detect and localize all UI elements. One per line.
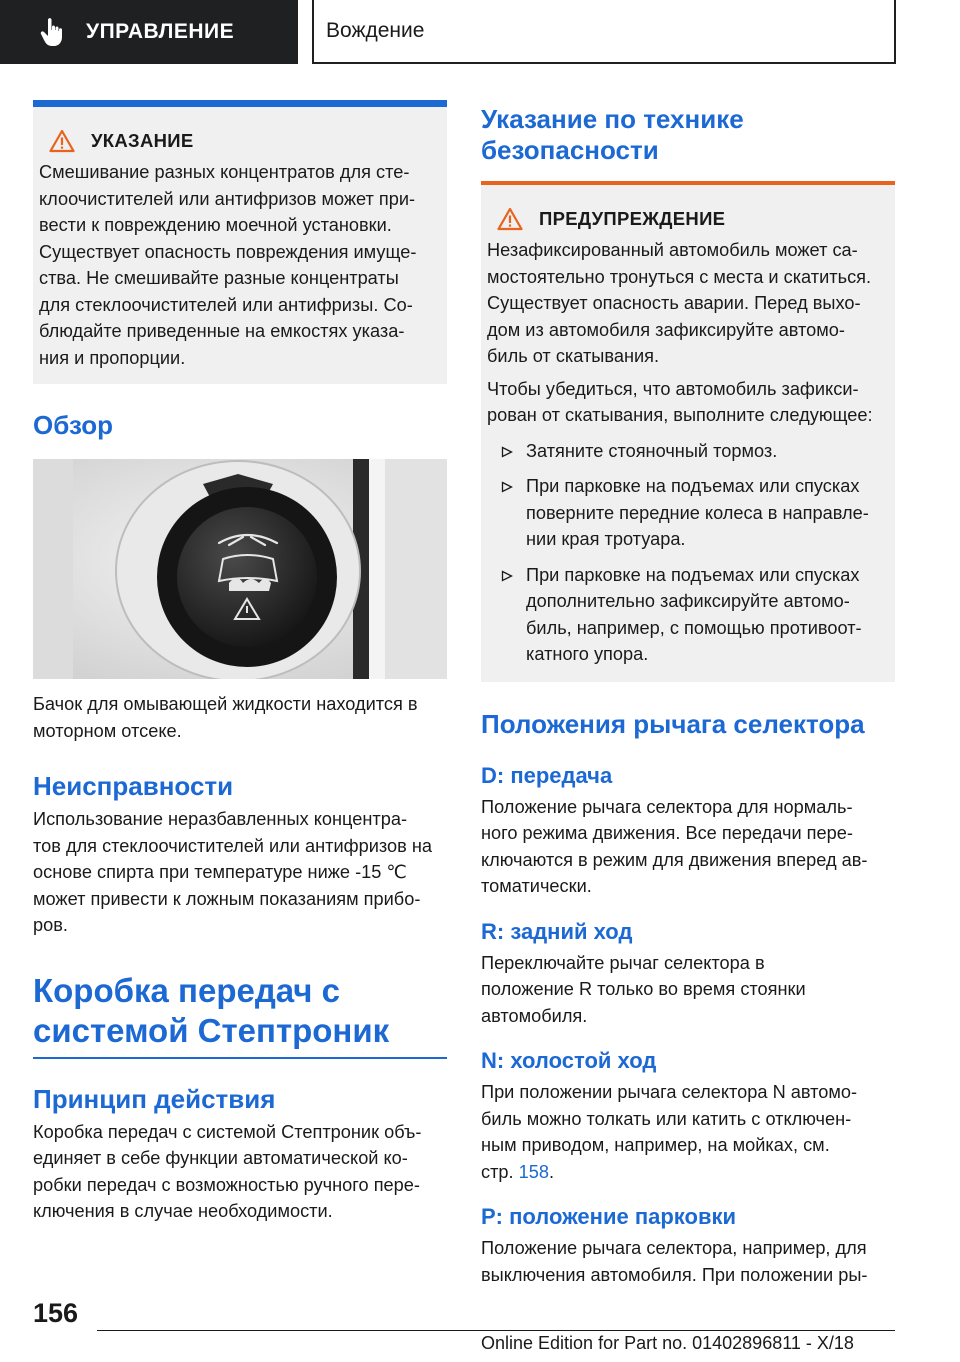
bullet-triangle-icon <box>501 570 513 582</box>
selector-heading: Положения рычага селектора <box>481 708 865 739</box>
faults-text: Использование неразбавленных концентра- тов для стеклоочистителей или антифризов на основе спирта при температуре ниже -15 ℃ может привести к ложным показаниям прибо- ров. <box>33 809 433 935</box>
photo-caption: Бачок для омывающей жидкости находится в моторном отсеке. <box>33 694 418 741</box>
steptronic-heading: Коробка передач с системой Стептроник <box>33 971 390 1049</box>
warning-triangle-icon <box>49 129 75 153</box>
list-item: При парковке на подъемах или спусках дополнительно зафиксируйте автомо- биль, например, с помощью противоот- катного упора. <box>485 562 883 668</box>
footer-edition: Online Edition for Part no. 01402896811 - X/18 <box>481 1333 854 1353</box>
overview-heading: Обзор <box>33 410 113 440</box>
notice-title: УКАЗАНИЕ <box>91 130 194 151</box>
safety-heading: Указание по технике безопасности <box>481 104 744 165</box>
right-column <box>481 100 895 1288</box>
chapter-header <box>312 0 896 64</box>
principle-heading: Принцип действия <box>33 1083 276 1114</box>
washer-reservoir-photo <box>33 459 447 679</box>
warning-intro: Чтобы убедиться, что автомобиль зафикси- рован от скатывания, выполните следующее: <box>487 378 873 425</box>
chapter-title: Вождение <box>326 19 425 42</box>
warning-triangle-icon <box>497 207 523 231</box>
d-heading: D: передача <box>481 762 613 788</box>
notice-box <box>33 100 447 384</box>
r-heading: R: задний ход <box>481 918 633 944</box>
warning-text: Незафиксированный автомобиль может са- мостоятельно тронуться с места и скатиться. Существует опасность аварии. Перед выхо- дом из автомобиля зафиксируйте автомо- биль от скатывания. <box>487 240 872 366</box>
page-number: 156 <box>33 1298 79 1328</box>
list-item: При парковке на подъемах или спусках поверните передние колеса в направле- нии края тротуара. <box>485 473 883 553</box>
page-reference-link[interactable]: 158 <box>518 1161 550 1182</box>
warning-title: ПРЕДУПРЕЖДЕНИЕ <box>539 208 726 229</box>
safety-steps <box>485 438 883 668</box>
r-text: Переключайте рычаг селектора в положение R только во время стоянки автомобиля. <box>481 952 806 1026</box>
left-column <box>33 100 447 1225</box>
warning-box <box>481 181 895 682</box>
faults-heading: Неисправности <box>33 771 234 801</box>
d-text: Положение рычага селектора для нормаль- ного режима движения. Все передачи пере- ключаются в режим для движения вперед ав- томатически. <box>481 796 868 896</box>
section-title: УПРАВЛЕНИЕ <box>86 20 235 43</box>
bullet-triangle-icon <box>501 481 513 493</box>
warning-header <box>485 207 883 231</box>
section-tab <box>0 0 298 64</box>
bullet-triangle-icon <box>501 446 513 458</box>
footer-rule <box>97 1330 895 1331</box>
hand-pointer-icon <box>36 15 70 49</box>
principle-text: Коробка передач с системой Стептроник объ- единяет в себе функции автоматической ко- робки передач с возможностью ручного пере- ключения в случае необходимости. <box>33 1121 422 1221</box>
n-text: При положении рычага селектора N автомо- биль можно толкать или катить с отключен- ным приводом, например, на мойках, см. стр. 158. <box>481 1082 858 1182</box>
list-item: Затяните стояночный тормоз. <box>485 438 883 465</box>
p-heading: P: положение парковки <box>481 1204 737 1229</box>
p-text: Положение рычага селектора, например, для выключения автомобиля. При положении ры- <box>481 1238 868 1285</box>
heading-rule <box>33 1057 447 1059</box>
notice-text: Смешивание разных концентратов для сте- клоочистителей или антифризов может при- вести к повреждению моечной установки. Существует опасность повреждения имуще- ства. Не смешивайте разные концентраты для стеклоочистителей или антифризы. Со- блюдайте приведенные на емкостях указа- ния и пропорции. <box>39 162 417 368</box>
notice-header <box>37 129 435 153</box>
n-heading: N: холостой ход <box>481 1048 657 1073</box>
